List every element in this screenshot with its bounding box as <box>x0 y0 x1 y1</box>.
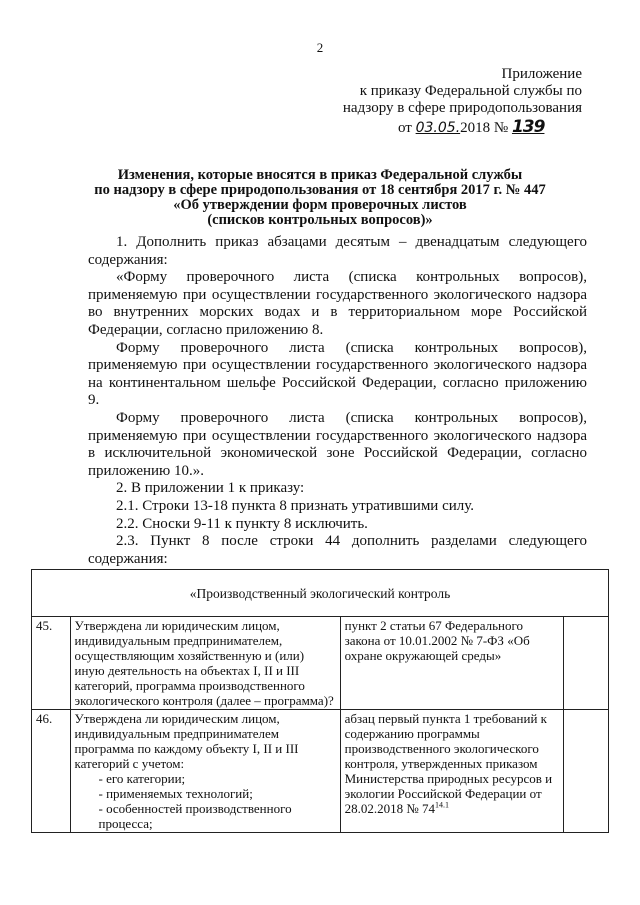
table-row <box>32 710 609 833</box>
row-number: 46. <box>32 710 71 833</box>
row-answer-cell <box>563 710 608 833</box>
question-item: - особенностей производственного процесса; <box>98 801 292 831</box>
paragraph-8: 2.3. Пункт 8 после строки 44 дополнить разделами следующего содержания: <box>88 533 587 567</box>
title-line-2: по надзору в сфере природопользования от 18 сентября 2017 г. № 447 <box>94 182 546 198</box>
question-item: - его категории; <box>98 771 186 786</box>
row-number: 45. <box>32 617 71 710</box>
table-row <box>32 617 609 710</box>
appendix-header <box>343 66 582 117</box>
paragraph-6: 2.1. Строки 13-18 пункта 8 признать утратившими силу. <box>116 497 475 514</box>
handwritten-date: 03.05. <box>415 120 461 136</box>
appendix-line-1: Приложение <box>501 66 582 82</box>
paragraph-7: 2.2. Сноски 9-11 к пункту 8 исключить. <box>116 515 368 532</box>
question-item: - применяемых технологий; <box>98 786 253 801</box>
date-year: 2018 № <box>460 120 509 136</box>
footnote-mark: 14.1 <box>435 800 450 810</box>
row-legal-basis: абзац первый пункта 1 требований к содержанию программы производственного экологического контроля, утвержденных приказом Министерства природных ресурсов и экологии Российской Федерации от 28.02.2018 № 74 <box>344 711 553 816</box>
appendix-line-3: надзору в сфере природопользования <box>342 100 582 116</box>
title-line-1: Изменения, которые вносятся в приказ Федеральной службы <box>117 167 523 183</box>
title-line-3: «Об утверждении форм проверочных листов <box>173 197 467 213</box>
table-section-row <box>32 570 609 617</box>
row-answer-cell <box>563 617 608 710</box>
paragraph-3: Форму проверочного листа (списка контрольных вопросов), применяемую при осуществлении государственного экологического надзора на континентальном шельфе Российской Федерации, согласно приложению 9. <box>88 339 587 409</box>
document-body <box>88 234 587 568</box>
paragraph-4: Форму проверочного листа (списка контрольных вопросов), применяемую при осуществлении государственного экологического надзора в исключительной экономической зоне Российской Федерации, согласно приложению 10.». <box>88 409 587 479</box>
row-question-cell <box>70 710 340 833</box>
paragraph-5: 2. В приложении 1 к приказу: <box>116 480 305 497</box>
date-prefix: от <box>398 120 412 136</box>
document-title <box>70 168 570 228</box>
page-number: 2 <box>316 40 324 55</box>
order-date-number <box>398 117 544 137</box>
row-legal-basis: пункт 2 статьи 67 Федерального закона от 10.01.2002 № 7-ФЗ «Об охране окружающей среды» <box>340 617 563 710</box>
appendix-line-2: к приказу Федеральной службы по <box>359 83 582 99</box>
row-question: Утверждена ли юридическим лицом, индивидуальным предпринимателем программа по каждому объекту I, II и III категорий с учетом: <box>74 711 299 771</box>
paragraph-2: «Форму проверочного листа (списка контрольных вопросов), применяемую при осуществлении государственного экологического надзора во внутренних морских водах и в территориальном море Российской Федерации, согласно приложению 8. <box>88 269 587 338</box>
row-legal-basis-cell <box>340 710 563 833</box>
section-title: «Производственный экологический контроль <box>32 570 609 617</box>
row-question: Утверждена ли юридическим лицом, индивидуальным предпринимателем, осуществляющим хозяйственную и (или) иную деятельность на объектах I, II и III категорий, программа производственного экологического контроля (далее – программа)? <box>70 617 340 710</box>
title-line-4: (списков контрольных вопросов)» <box>207 212 433 228</box>
checklist-table <box>31 569 609 833</box>
handwritten-order-number: 139 <box>511 117 545 137</box>
paragraph-1: 1. Дополнить приказ абзацами десятым – двенадцатым следующего содержания: <box>88 234 587 268</box>
